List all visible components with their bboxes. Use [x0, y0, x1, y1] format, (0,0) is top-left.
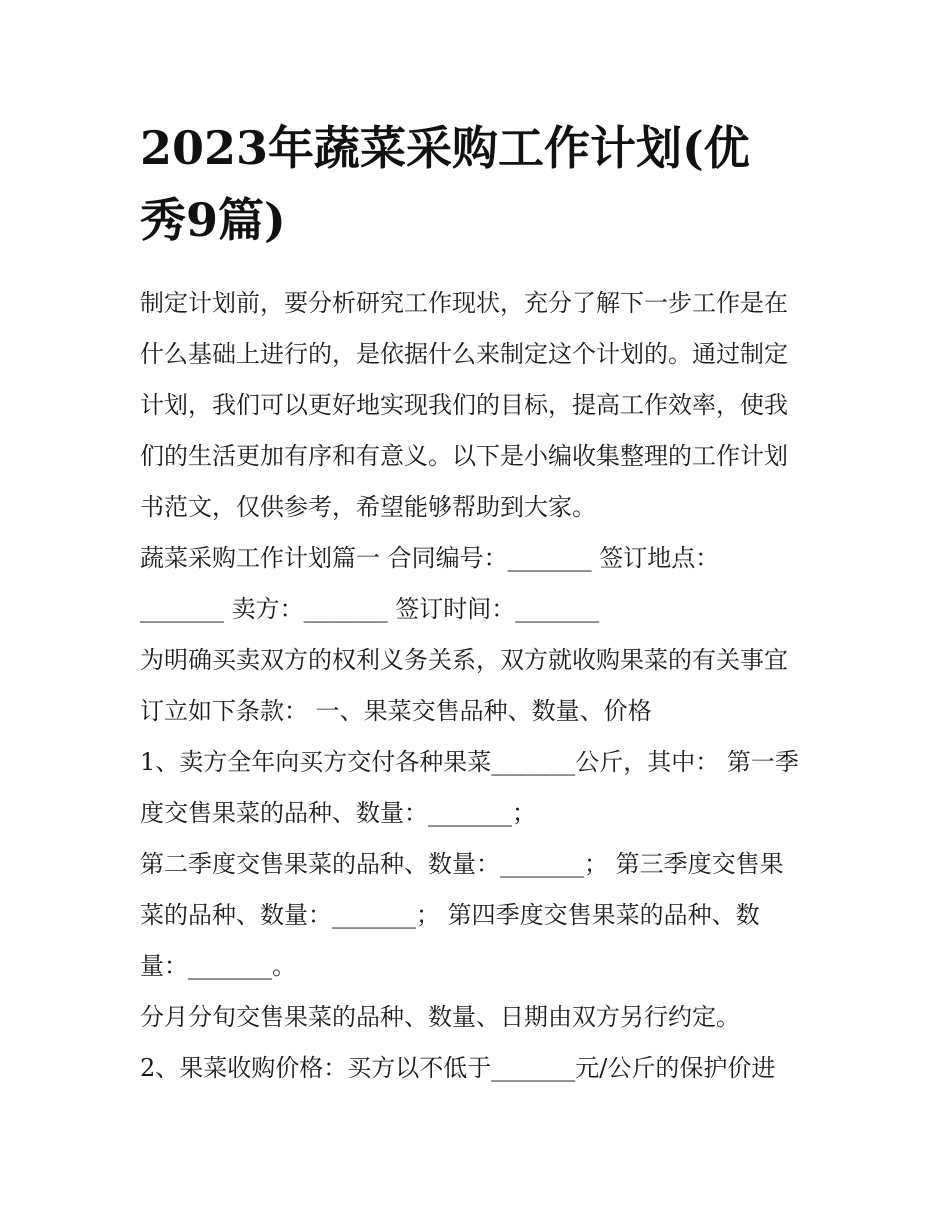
body-line: 书范文，仅供参考，希望能够帮助到大家。	[140, 493, 596, 521]
body-line: _______ 卖方：_______ 签订时间：_______	[140, 595, 600, 623]
document-body	[140, 278, 820, 1094]
body-line: 订立如下条款： 一、果菜交售品种、数量、价格	[140, 697, 652, 725]
body-line: 计划，我们可以更好地实现我们的目标，提高工作效率，使我	[140, 391, 788, 419]
body-line: 度交售果菜的品种、数量：_______；	[140, 799, 536, 827]
body-line: 菜的品种、数量：_______； 第四季度交售果菜的品种、数	[140, 901, 760, 929]
body-line: 制定计划前，要分析研究工作现状，充分了解下一步工作是在	[140, 289, 788, 317]
body-line: 什么基础上进行的，是依据什么来制定这个计划的。通过制定	[140, 340, 788, 368]
title-line: 2023年蔬菜采购工作计划(优	[140, 121, 750, 175]
body-line: 量：_______。	[140, 952, 296, 980]
document-title	[140, 112, 820, 256]
body-line: 们的生活更加有序和有意义。以下是小编收集整理的工作计划	[140, 442, 788, 470]
body-line: 分月分旬交售果菜的品种、数量、日期由双方另行约定。	[140, 1003, 740, 1031]
body-line: 蔬菜采购工作计划篇一 合同编号：_______ 签订地点：	[140, 544, 720, 572]
body-line: 第二季度交售果菜的品种、数量：_______； 第三季度交售果	[140, 850, 784, 878]
title-line: 秀9篇)	[140, 193, 286, 247]
body-line: 1、卖方全年向买方交付各种果菜_______公斤，其中： 第一季	[140, 748, 799, 776]
body-line: 为明确买卖双方的权利义务关系，双方就收购果菜的有关事宜	[140, 646, 788, 674]
body-line: 2、果菜收购价格：买方以不低于_______元/公斤的保护价进	[140, 1054, 776, 1082]
